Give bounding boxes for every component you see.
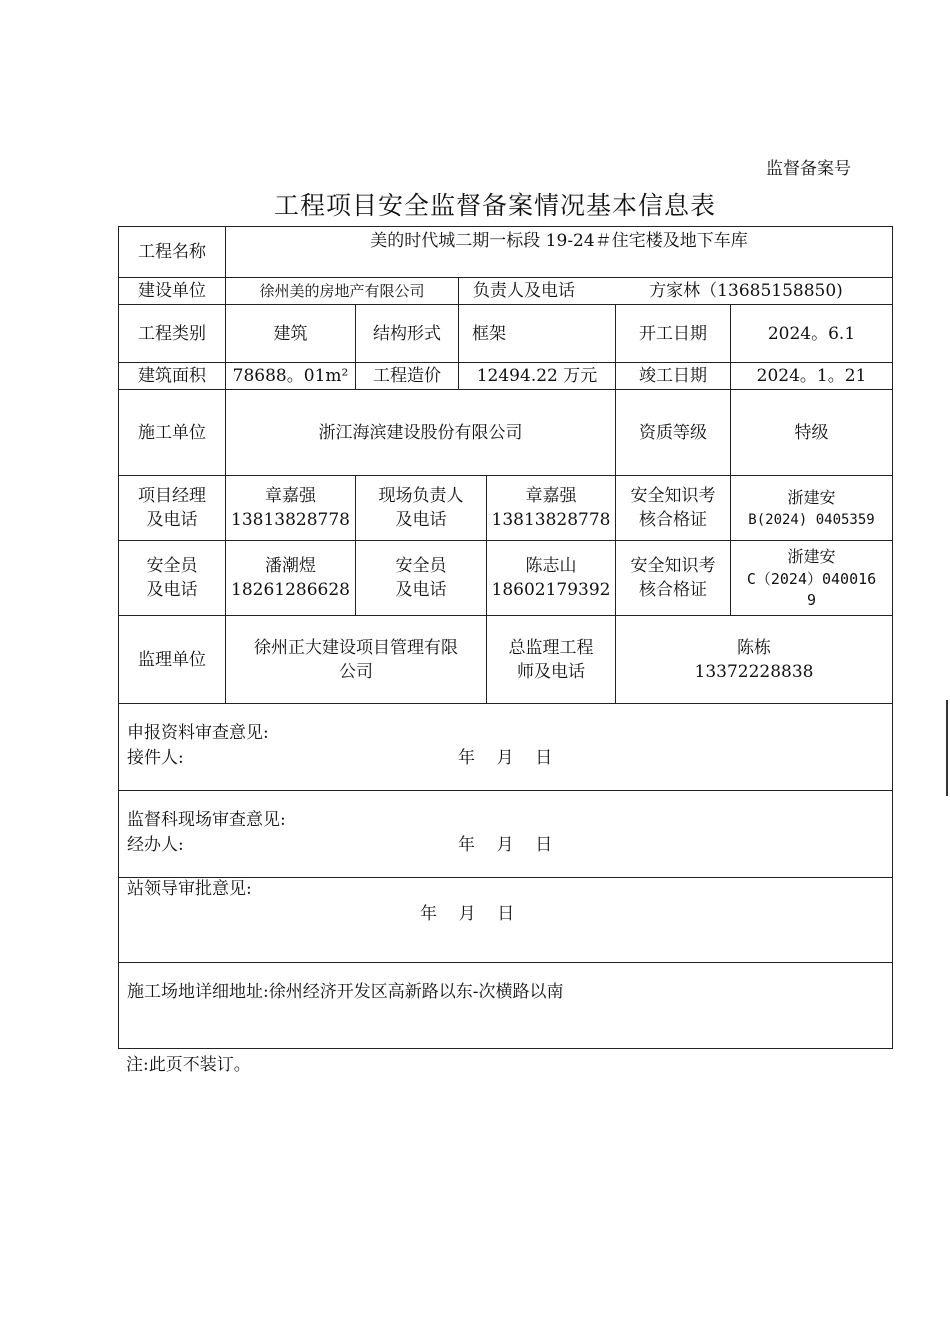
chief-value [616,616,892,703]
record-number-label: 监督备案号 [766,159,851,179]
supervisor-value [226,616,486,703]
cost-label: 工程造价 [373,366,441,386]
safety-2-phone: 18602179392 [491,580,611,600]
cert-label-2-line1: 安全知识考 [630,556,716,576]
safety-2-name: 陈志山 [525,556,577,576]
cert-2-line1: 浙建安 [787,547,836,566]
safety-1-value [226,541,355,615]
cert-label-1 [616,476,730,540]
site-review-label: 监督科现场审查意见: [127,810,286,830]
qualification-value: 特级 [794,422,829,443]
safety-1-name: 潘潮煜 [265,556,316,576]
builder-label: 建设单位 [138,281,206,301]
cert-label-1-line2: 核合格证 [639,510,707,530]
chief-name: 陈栋 [737,637,771,658]
pm-value [226,476,355,540]
safety-2-value [487,541,615,615]
safety-label-2-line1: 安全员 [395,556,447,576]
footnote: 注:此页不装订。 [126,1055,251,1075]
chief-phone: 13372228838 [694,661,814,682]
supervisor-line2: 公司 [339,661,373,682]
completion-date: 2024。1。21 [756,366,867,386]
structure-value: 框架 [472,323,506,344]
review-date: 年 月 日 [458,748,553,768]
review-label: 申报资料审查意见: [127,723,269,743]
cert-1-value [731,476,892,540]
qualification-label: 资质等级 [639,422,707,443]
cert-2-line3: 9 [806,591,817,609]
chief-label-line1: 总监理工程 [508,637,594,658]
pm-name: 章嘉强 [265,486,316,506]
safety-1-phone: 18261286628 [231,580,350,600]
supervisor-label: 监理单位 [138,649,206,670]
handler-label: 经办人: [127,835,184,855]
chief-label [487,616,615,703]
completion-label: 竣工日期 [639,366,707,386]
site-lead-label-line1: 现场负责人 [378,486,464,506]
area-value: 78688。01m² [232,366,349,386]
chief-label-line2: 师及电话 [517,661,585,682]
receiver-label: 接件人: [127,748,184,768]
leader-date: 年 月 日 [420,904,515,924]
pm-label-line2: 及电话 [146,510,198,530]
cost-value: 12494.22 万元 [476,366,598,386]
leader-label: 站领导审批意见: [127,879,252,899]
cert-1-line1: 浙建安 [787,487,836,507]
safety-label-1-line2: 及电话 [146,580,198,600]
pm-label-line1: 项目经理 [138,486,206,506]
site-lead-phone: 13813828778 [491,510,611,530]
cert-label-2 [616,541,730,615]
start-date: 2024。6.1 [767,323,856,344]
page-title: 工程项目安全监督备案情况基本信息表 [273,191,716,220]
cert-2-line2: C（2024）040016 [746,570,877,588]
safety-label-1-line1: 安全员 [146,556,198,576]
contractor-name: 浙江海滨建设股份有限公司 [318,422,523,443]
site-lead-value [487,476,615,540]
project-name-label: 工程名称 [138,242,206,262]
cert-2-value [731,541,892,615]
safety-label-2-line2: 及电话 [395,580,447,600]
builder-contact-label: 负责人及电话 [473,281,575,301]
site-lead-name: 章嘉强 [525,486,577,506]
safety-label-2 [356,541,486,615]
site-review-date: 年 月 日 [458,835,553,855]
site-lead-label-line2: 及电话 [395,510,447,530]
cert-label-1-line1: 安全知识考 [630,486,716,506]
supervisor-line1: 徐州正大建设项目管理有限 [254,637,458,658]
site-lead-label [356,476,486,540]
contractor-label: 施工单位 [138,422,206,443]
project-name: 美的时代城二期一标段 19-24＃住宅楼及地下车库 [370,231,748,251]
cert-label-2-line2: 核合格证 [639,580,707,600]
builder-contact: 方家林（13685158850) [649,281,843,301]
category-label: 工程类别 [138,323,206,344]
safety-label-1 [119,541,225,615]
structure-label: 结构形式 [373,323,441,344]
pm-label [119,476,225,540]
cert-1-line2: B(2024) 0405359 [748,511,875,528]
category-value: 建筑 [273,323,308,344]
start-date-label: 开工日期 [639,323,707,344]
area-label: 建筑面积 [138,366,206,386]
binding-edge-mark [946,700,948,796]
pm-phone: 13813828778 [231,510,350,530]
site-address: 施工场地详细地址:徐州经济开发区高新路以东-次横路以南 [127,982,564,1002]
builder-name: 徐州美的房地产有限公司 [259,282,425,300]
